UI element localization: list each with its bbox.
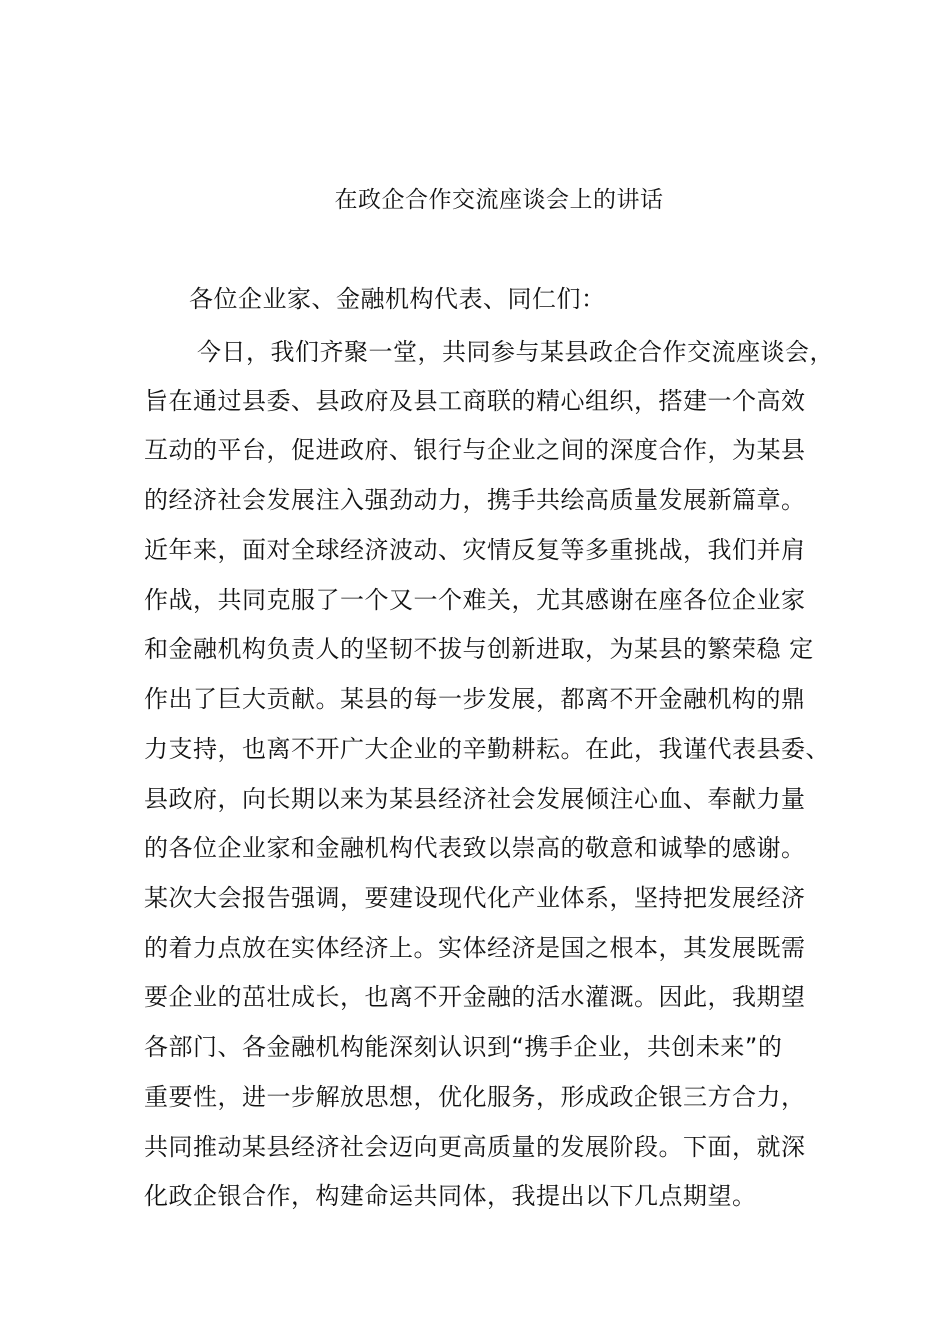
paragraph-line: 县政府，向长期以来为某县经济社会发展倾注心血、奉献力量	[144, 785, 806, 813]
paragraph-line: 共同推动某县经济社会迈向更高质量的发展阶段。下面，就深	[144, 1133, 806, 1161]
paragraph-line: 的经济社会发展注入强劲动力，携手共绘高质量发展新篇章。	[144, 486, 806, 514]
paragraph-line: 今日，我们齐聚一堂，共同参与某县政企合作交流座谈会，	[197, 338, 834, 366]
paragraph-line: 重要性，进一步解放思想，优化服务，形成政企银三方合力，	[144, 1083, 806, 1111]
document-title: 在政企合作交流座谈会上的讲话	[334, 187, 664, 213]
paragraph-line: 旨在通过县委、县政府及县工商联的精心组织，搭建一个高效	[144, 387, 806, 415]
paragraph-line: 各部门、各金融机构能深刻认识到“携手企业，共创未来”的	[144, 1033, 783, 1061]
paragraph-line: 某次大会报告强调，要建设现代化产业体系，坚持把发展经济	[144, 884, 806, 912]
paragraph-line: 和金融机构负责人的坚韧不拔与创新进取，为某县的繁荣稳 定	[144, 635, 814, 663]
paragraph-line: 力支持，也离不开广大企业的辛勤耕耘。在此，我谨代表县委、	[144, 735, 830, 763]
salutation: 各位企业家、金融机构代表、同仁们：	[189, 285, 606, 313]
paragraph-line: 互动的平台，促进政府、银行与企业之间的深度合作，为某县	[144, 436, 806, 464]
paragraph-line: 作战，共同克服了一个又一个难关，尤其感谢在座各位企业家	[144, 586, 806, 614]
paragraph-line: 近年来，面对全球经济波动、灾情反复等多重挑战，我们并肩	[144, 536, 806, 564]
paragraph-line: 的着力点放在实体经济上。实体经济是国之根本，其发展既需	[144, 934, 806, 962]
paragraph-line: 作出了巨大贡献。某县的每一步发展，都离不开金融机构的鼎	[144, 685, 806, 713]
paragraph-line: 的各位企业家和金融机构代表致以崇高的敬意和诚挚的感谢。	[144, 834, 806, 862]
paragraph-line: 化政企银合作，构建命运共同体，我提出以下几点期望。	[144, 1182, 757, 1210]
paragraph-line: 要企业的茁壮成长，也离不开金融的活水灌溉。因此，我期望	[144, 983, 806, 1011]
